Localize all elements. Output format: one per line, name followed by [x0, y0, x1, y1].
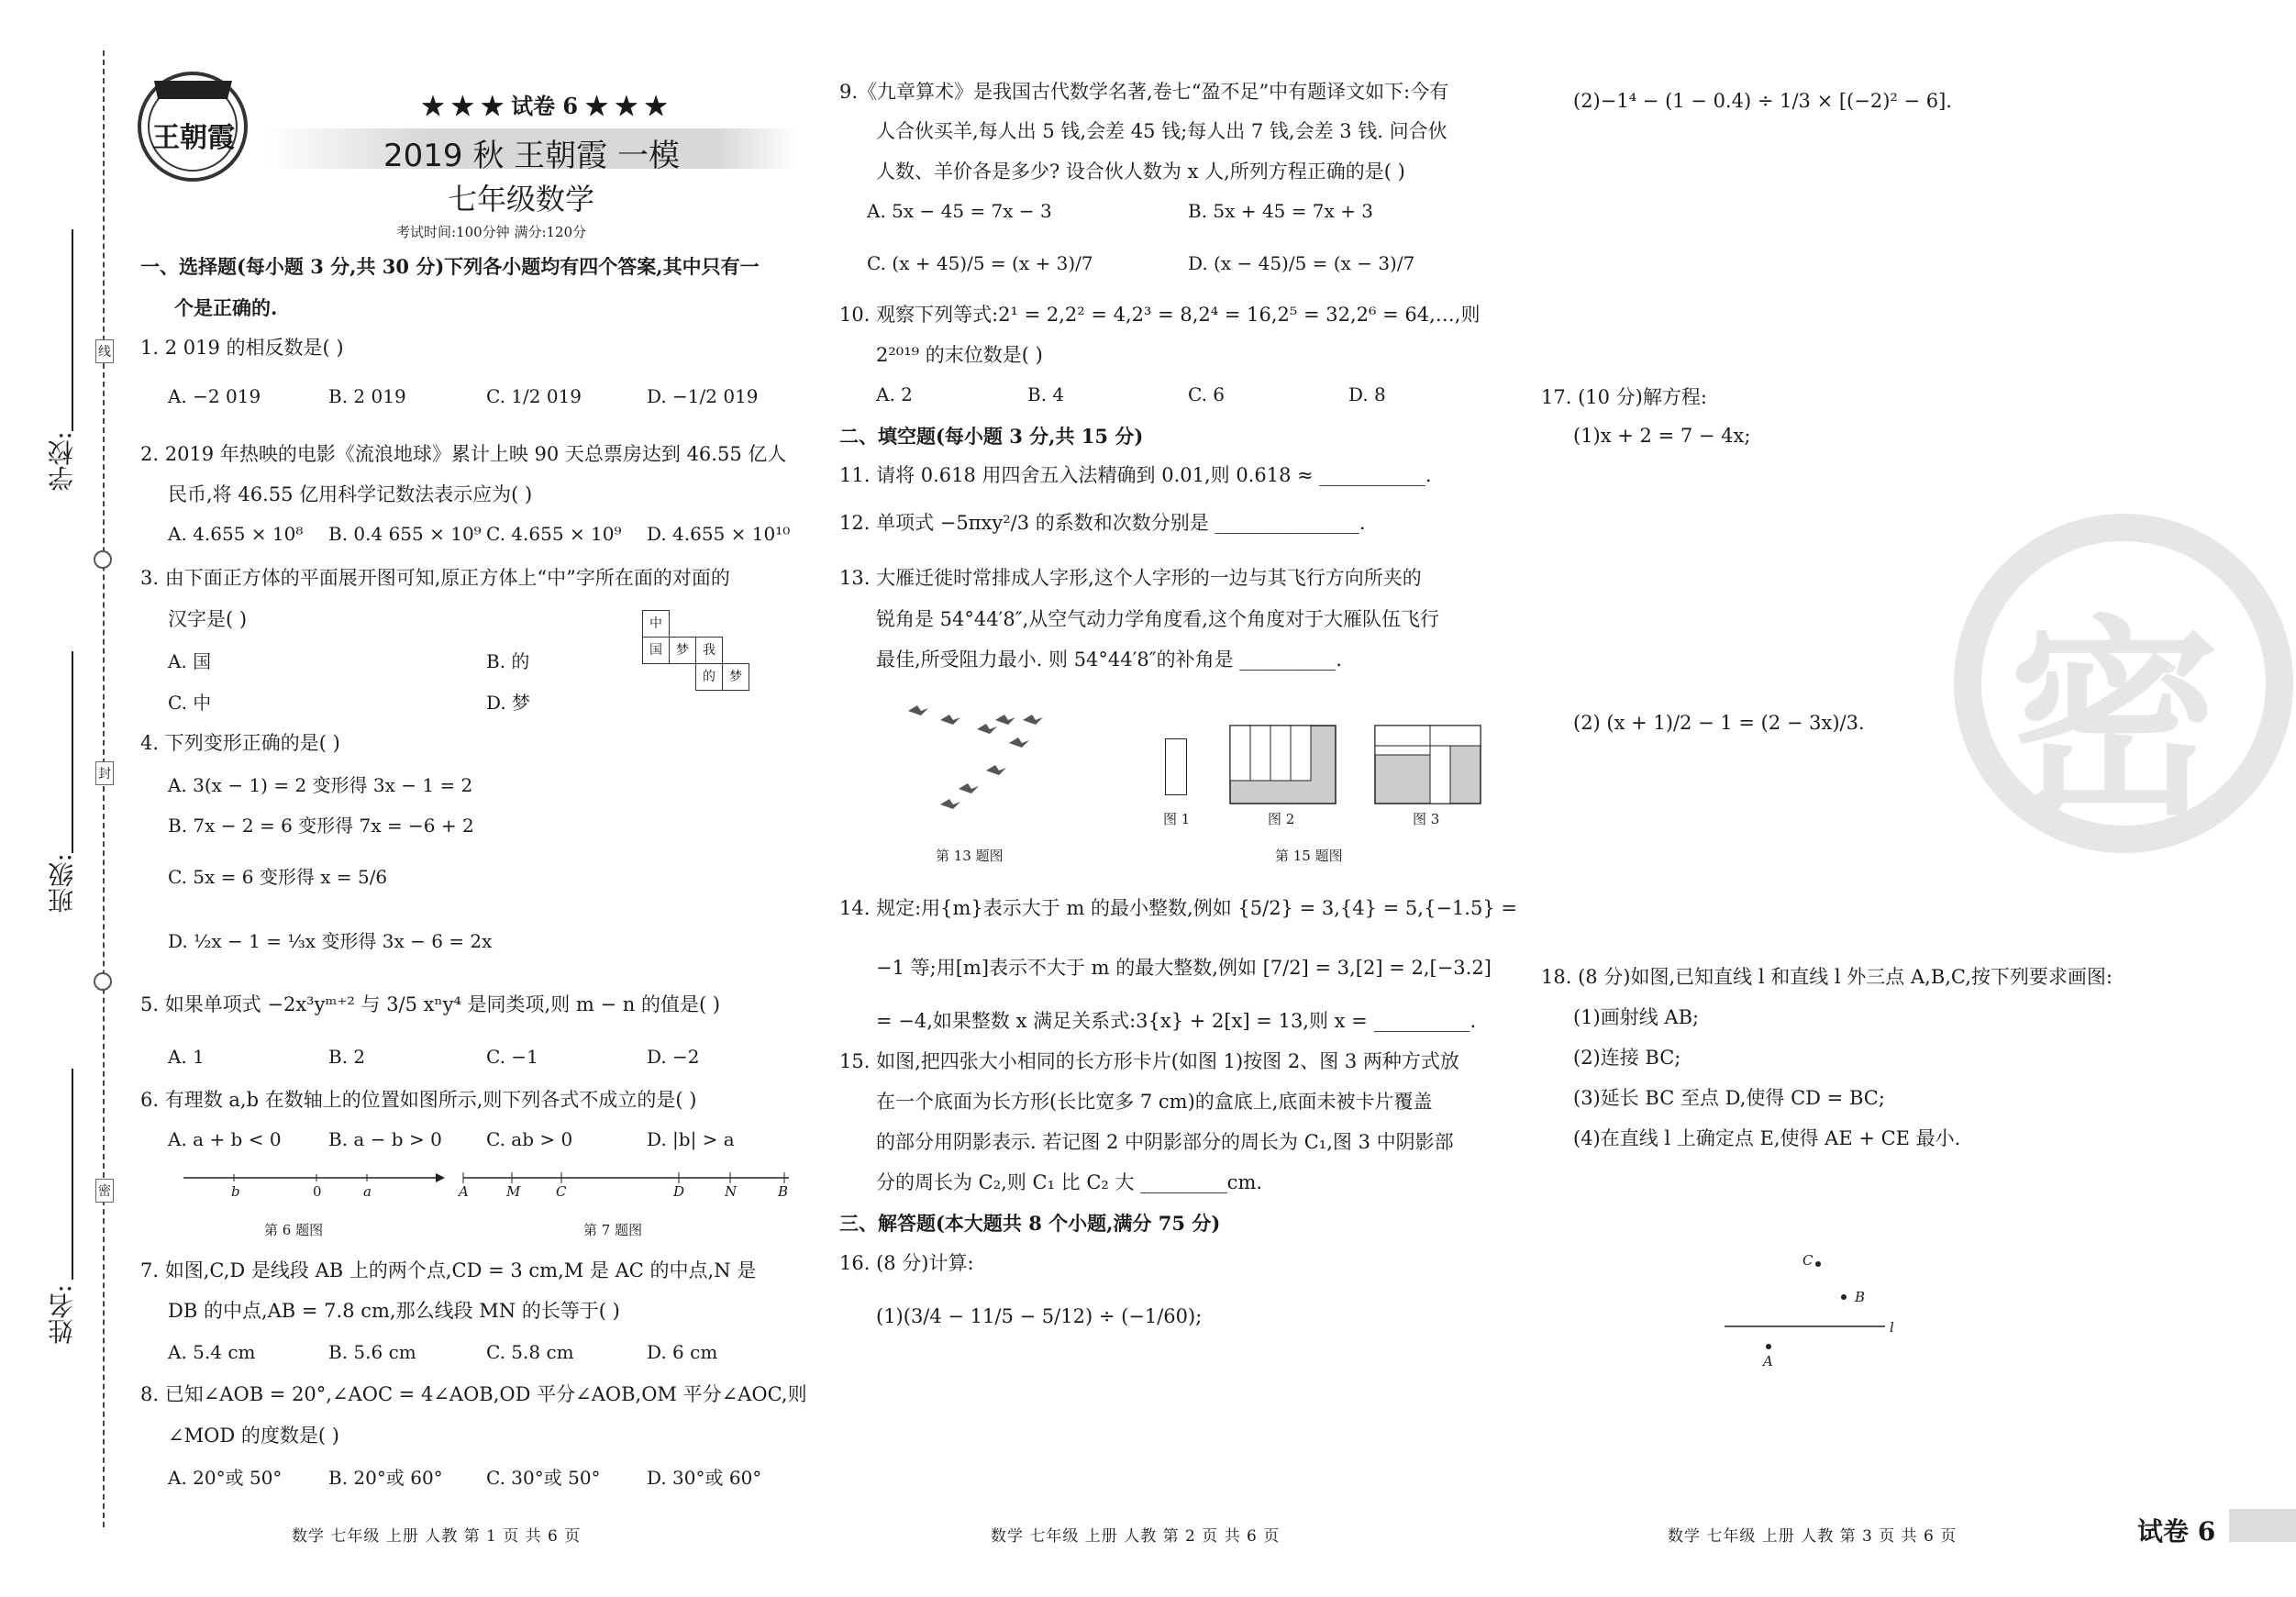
q3-stem-2: 汉字是( ): [168, 608, 248, 630]
q3-option-c: C. 中: [168, 692, 212, 714]
name-underline: [72, 1069, 73, 1280]
section2-title: 二、填空题(每小题 3 分,共 15 分): [839, 425, 1144, 448]
name-label: 姓名:: [47, 1284, 77, 1345]
school-label: 学校:: [47, 431, 77, 492]
q8-option-b: B. 20°或 60°: [328, 1467, 443, 1489]
page-footer-3: 数学 七年级 上册 人教 第 3 页 共 6 页: [1668, 1527, 1958, 1546]
q8-option-c: C. 30°或 50°: [486, 1467, 601, 1489]
q18-point-b: B: [1855, 1289, 1866, 1305]
q6-caption: 第 6 题图: [264, 1222, 324, 1238]
cube-face: 梦: [722, 663, 749, 691]
binding-mark-seal: 封: [95, 761, 114, 785]
q5-option-a: A. 1: [168, 1046, 205, 1068]
fig1-caption: 图 1: [1163, 811, 1191, 827]
q2-option-c: C. 4.655 × 10⁹: [486, 523, 622, 545]
paper-tag-footer: 试卷 6: [2137, 1516, 2216, 1547]
q6-option-a: A. a + b < 0: [168, 1128, 282, 1150]
q8-stem-2: ∠MOD 的度数是( ): [168, 1425, 339, 1447]
logo-text: 王朝霞: [152, 122, 235, 154]
q6-option-d: D. |b| > a: [647, 1128, 735, 1150]
q10-option-a: A. 2: [876, 383, 913, 405]
q7-point-b: B: [778, 1183, 789, 1200]
q5-option-d: D. −2: [647, 1046, 700, 1068]
q4-option-b: B. 7x − 2 = 6 变形得 7x = −6 + 2: [168, 815, 474, 837]
q16-stem: 16. (8 分)计算:: [839, 1252, 974, 1274]
q1-option-c: C. 1/2 019: [486, 385, 582, 407]
q15-line-1: 15. 如图,把四张大小相同的长方形卡片(如图 1)按图 2、图 3 两种方式放: [839, 1050, 1459, 1072]
q13-caption: 第 13 题图: [936, 848, 1004, 864]
page-subtitle: 七年级数学: [448, 182, 595, 216]
cube-face: 我: [695, 637, 723, 664]
q1-stem: 1. 2 019 的相反数是( ): [140, 337, 344, 359]
q7-point-c: C: [556, 1183, 567, 1200]
binding-mark-secret: 密: [95, 1179, 114, 1203]
q14-line-2: −1 等;用[m]表示不大于 m 的最大整数,例如 [7/2] = 3,[2] = 2,[−3.2]: [876, 957, 1492, 979]
q13-line-3: 最佳,所受阻力最小. 则 54°44′8″的补角是 __________.: [876, 649, 1342, 671]
q1-option-d: D. −1/2 019: [647, 385, 759, 407]
q8-option-d: D. 30°或 60°: [647, 1467, 762, 1489]
binding-mark-line: 线: [95, 339, 114, 363]
q18-line-1: 18. (8 分)如图,已知直线 l 和直线 l 外三点 A,B,C,按下列要求画图:: [1541, 966, 2113, 988]
q7-point-a: A: [459, 1183, 469, 1200]
q12: 12. 单项式 −5πxy²/3 的系数和次数分别是 _______________.: [839, 512, 1366, 534]
q7-option-a: A. 5.4 cm: [168, 1341, 256, 1363]
q18-line-l: l: [1890, 1319, 1894, 1336]
fig2-caption: 图 2: [1268, 811, 1295, 827]
q14-line-3: = −4,如果整数 x 满足关系式:3{x} + 2[x] = 13,则 x = __________.: [876, 1010, 1477, 1032]
q15-caption: 第 15 题图: [1275, 848, 1343, 864]
q9-option-a: A. 5x − 45 = 7x − 3: [867, 200, 1052, 222]
fig2-figure: [1229, 725, 1339, 807]
q10-line-2: 2²⁰¹⁹ 的末位数是( ): [876, 344, 1043, 366]
page-footer-2: 数学 七年级 上册 人教 第 2 页 共 6 页: [991, 1527, 1281, 1546]
q9-line-3: 人数、羊价各是多少? 设合伙人数为 x 人,所列方程正确的是( ): [876, 161, 1405, 183]
q14-line-1: 14. 规定:用{m}表示大于 m 的最小整数,例如 {5/2} = 3,{4} = 5,{−1.5} =: [839, 897, 1517, 919]
q4-stem: 4. 下列变形正确的是( ): [140, 732, 340, 754]
q7-option-c: C. 5.8 cm: [486, 1341, 574, 1363]
cube-face: 梦: [669, 637, 696, 664]
section1-title-2: 个是正确的.: [174, 296, 278, 319]
q3-option-d: D. 梦: [486, 692, 531, 714]
q2-stem: 2. 2019 年热映的电影《流浪地球》累计上映 90 天总票房达到 46.55 亿人: [140, 443, 787, 465]
q6-number-line: [174, 1165, 449, 1211]
q9-line-1: 9.《九章算术》是我国古代数学名著,卷七“盈不足”中有题译文如下:今有: [839, 81, 1449, 103]
fig1-card: [1165, 738, 1187, 795]
q10-option-c: C. 6: [1188, 383, 1226, 405]
q5-option-b: B. 2: [328, 1046, 366, 1068]
q3-option-a: A. 国: [168, 650, 212, 672]
q18-line-3: (2)连接 BC;: [1573, 1047, 1681, 1069]
fig3-figure: [1374, 725, 1484, 807]
class-label: 班级:: [47, 853, 77, 914]
q6-option-c: C. ab > 0: [486, 1128, 573, 1150]
q7-stem-2: DB 的中点,AB = 7.8 cm,那么线段 MN 的长等于( ): [168, 1300, 620, 1322]
q17-part-2: (2) (x + 1)/2 − 1 = (2 − 3x)/3.: [1573, 712, 1865, 734]
binding-dot-icon: [94, 550, 112, 569]
cube-face: 的: [695, 663, 723, 691]
q15-line-4: 分的周长为 C₂,则 C₁ 比 C₂ 大 _________cm.: [876, 1171, 1263, 1193]
q7-stem: 7. 如图,C,D 是线段 AB 上的两个点,CD = 3 cm,M 是 AC 的中点,N 是: [140, 1259, 757, 1281]
q18-line-2: (1)画射线 AB;: [1573, 1006, 1700, 1028]
footer-bar: [2229, 1509, 2296, 1542]
page-title: 2019 秋 王朝霞 一模: [383, 138, 680, 174]
q18-line-4: (3)延长 BC 至点 D,使得 CD = BC;: [1573, 1087, 1885, 1109]
fig3-caption: 图 3: [1413, 811, 1440, 827]
exam-info: 考试时间:100分钟 满分:120分: [396, 224, 587, 240]
q9-option-c: C. (x + 45)/5 = (x + 3)/7: [867, 252, 1093, 274]
q6-axis-a: a: [363, 1183, 372, 1200]
cube-face: 国: [642, 637, 670, 664]
q17-stem: 17. (10 分)解方程:: [1541, 386, 1707, 408]
q3-option-b: B. 的: [486, 650, 530, 672]
q9-line-2: 人合伙买羊,每人出 5 钱,会差 45 钱;每人出 7 钱,会差 3 钱. 问合伙: [876, 120, 1447, 142]
q13-line-1: 13. 大雁迁徙时常排成人字形,这个人字形的一边与其飞行方向所夹的: [839, 567, 1422, 589]
q17-part-1: (1)x + 2 = 7 − 4x;: [1573, 425, 1751, 447]
q10-line-1: 10. 观察下列等式:2¹ = 2,2² = 4,2³ = 8,2⁴ = 16,2⁵ = 32,2⁶ = 64,…,则: [839, 304, 1481, 326]
q18-point-a: A: [1763, 1353, 1773, 1370]
q10-option-d: D. 8: [1348, 383, 1386, 405]
section3-title: 三、解答题(本大题共 8 个小题,满分 75 分): [839, 1212, 1221, 1235]
q18-figure: [1715, 1248, 1917, 1376]
q5-stem: 5. 如果单项式 −2x³yᵐ⁺² 与 3/5 xⁿy⁴ 是同类项,则 m − n 的值是( ): [140, 993, 721, 1015]
q15-line-3: 的部分用阴影表示. 若记图 2 中阴影部分的周长为 C₁,图 3 中阴影部: [876, 1131, 1454, 1153]
secret-watermark-text: 密: [2009, 599, 2221, 844]
q7-point-m: M: [506, 1183, 521, 1200]
q2-option-a: A. 4.655 × 10⁸: [168, 523, 304, 545]
q6-option-b: B. a − b > 0: [328, 1128, 442, 1150]
q13-line-2: 锐角是 54°44′8″,从空气动力学角度看,这个角度对于大雁队伍飞行: [876, 608, 1439, 630]
q7-point-n: N: [725, 1183, 738, 1200]
q8-option-a: A. 20°或 50°: [168, 1467, 283, 1489]
q18-point-c: C: [1802, 1252, 1814, 1269]
q4-option-d: D. ½x − 1 = ⅓x 变形得 3x − 6 = 2x: [168, 930, 493, 952]
q1-option-a: A. −2 019: [168, 385, 261, 407]
q7-point-d: D: [673, 1183, 685, 1200]
q4-option-c: C. 5x = 6 变形得 x = 5/6: [168, 866, 388, 888]
q9-option-d: D. (x − 45)/5 = (x − 3)/7: [1188, 252, 1415, 274]
q2-option-d: D. 4.655 × 10¹⁰: [647, 523, 791, 545]
q16-part-1: (1)(3/4 − 11/5 − 5/12) ÷ (−1/60);: [876, 1305, 1203, 1327]
q18-line-5: (4)在直线 l 上确定点 E,使得 AE + CE 最小.: [1573, 1127, 1961, 1149]
q3-stem: 3. 由下面正方体的平面展开图可知,原正方体上“中”字所在面的对面的: [140, 567, 730, 589]
q8-stem: 8. 已知∠AOB = 20°,∠AOC = 4∠AOB,OD 平分∠AOB,OM 平分∠AOC,则: [140, 1383, 807, 1405]
q9-option-b: B. 5x + 45 = 7x + 3: [1188, 200, 1374, 222]
page-footer-1: 数学 七年级 上册 人教 第 1 页 共 6 页: [292, 1527, 582, 1546]
binding-dot-icon: [94, 972, 112, 991]
binding-dashed-line: [103, 50, 105, 1527]
q2-option-b: B. 0.4 655 × 10⁹: [328, 523, 482, 545]
section1-title: 一、选择题(每小题 3 分,共 30 分)下列各小题均有四个答案,其中只有一: [140, 255, 760, 278]
q2-stem-2: 民币,将 46.55 亿用科学记数法表示应为( ): [168, 483, 533, 505]
q1-option-b: B. 2 019: [328, 385, 406, 407]
q16-part-2: (2)−1⁴ − (1 − 0.4) ÷ 1/3 × [(−2)² − 6].: [1573, 90, 1952, 112]
q5-option-c: C. −1: [486, 1046, 538, 1068]
q11: 11. 请将 0.618 用四舍五入法精确到 0.01,则 0.618 ≈ ___________.: [839, 464, 1432, 486]
q7-option-d: D. 6 cm: [647, 1341, 718, 1363]
class-underline: [72, 651, 73, 853]
school-underline: [72, 229, 73, 431]
q6-axis-b: b: [231, 1183, 240, 1200]
q10-option-b: B. 4: [1027, 383, 1065, 405]
q7-option-b: B. 5.6 cm: [328, 1341, 416, 1363]
paper-tag: ★ ★ ★ 试卷 6 ★ ★ ★: [422, 93, 668, 119]
cube-face: 中: [642, 610, 670, 638]
q6-axis-zero: 0: [313, 1183, 322, 1200]
q4-option-a: A. 3(x − 1) = 2 变形得 3x − 1 = 2: [168, 774, 473, 796]
geese-figure: [904, 702, 1087, 830]
q7-caption: 第 7 题图: [583, 1222, 643, 1238]
q6-stem: 6. 有理数 a,b 在数轴上的位置如图所示,则下列各式不成立的是( ): [140, 1089, 697, 1111]
cube-net-figure: [642, 610, 761, 693]
q15-line-2: 在一个底面为长方形(长比宽多 7 cm)的盒底上,底面未被卡片覆盖: [876, 1091, 1433, 1113]
